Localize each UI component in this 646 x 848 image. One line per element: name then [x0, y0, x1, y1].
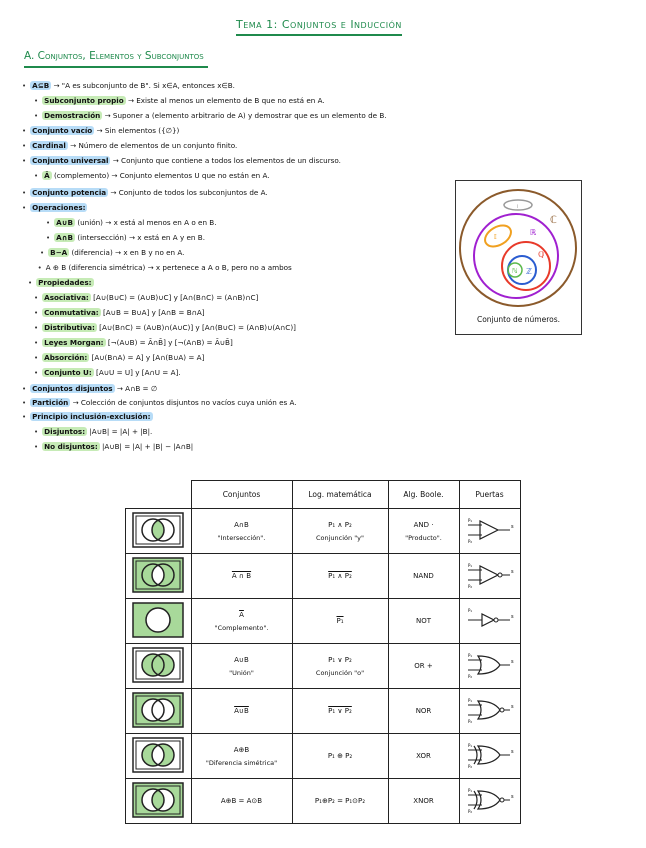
logic-expression-cell	[292, 779, 388, 824]
highlighted-term: Distributiva:	[44, 323, 95, 332]
highlighted-term: Demostración	[44, 111, 101, 120]
boolean-name: AND ·	[413, 520, 434, 529]
bullet-icon: •	[34, 428, 39, 436]
boolean-name-cell	[388, 779, 459, 824]
note-text: → Colección de conjuntos disjuntos no vacíos cuya unión es A.	[70, 398, 297, 407]
bullet-icon: •	[34, 172, 39, 180]
table-row	[126, 779, 521, 824]
number-sets-diagram	[455, 180, 582, 335]
bullet-icon: •	[22, 157, 27, 165]
table-row	[126, 689, 521, 734]
svg-text:P₁: P₁	[467, 563, 472, 568]
venn-icon	[126, 689, 192, 734]
boolean-name-cell	[388, 509, 459, 554]
highlighted-term: Conjuntos disjuntos	[32, 384, 113, 393]
number-sets-venn	[456, 181, 580, 311]
set-expression: A∩B	[234, 520, 249, 529]
note-line	[34, 368, 181, 378]
venn-icon	[126, 554, 192, 599]
set-expression-cell	[191, 554, 292, 599]
set-expression-note: "Complemento".	[214, 623, 269, 632]
note-line	[22, 141, 237, 151]
highlighted-term: No disjuntos:	[44, 442, 98, 451]
bullet-icon: •	[34, 112, 39, 120]
logic-expression-cell	[292, 554, 388, 599]
set-expression-cell	[191, 689, 292, 734]
bullet-icon: •	[46, 219, 51, 227]
note-line	[34, 96, 325, 106]
logic-expression: P₁ ∧ P₂	[328, 520, 352, 529]
note-line	[34, 353, 204, 363]
boolean-name: NOR	[415, 707, 432, 715]
boolean-name: OR +	[414, 662, 433, 670]
highlighted-term: Asociativa:	[44, 293, 89, 302]
highlighted-term: Conjunto U:	[44, 368, 92, 377]
svg-text:s: s	[510, 704, 514, 710]
note-line	[28, 278, 94, 288]
highlighted-term: Propiedades:	[38, 278, 92, 287]
label-R: ℝ	[530, 228, 537, 237]
svg-text:P₁: P₁	[467, 743, 472, 748]
boolean-name: NAND	[413, 572, 434, 580]
set-expression: A⊕B = A⊙B	[220, 797, 263, 805]
bullet-icon: •	[22, 413, 27, 421]
svg-text:P₂: P₂	[467, 674, 472, 679]
and-gate-icon	[459, 509, 520, 554]
table-row	[126, 509, 521, 554]
svg-text:P₁: P₁	[467, 788, 472, 793]
note-text: → Suponer a (elemento arbitrario de A) y demostrar que es un elemento de B.	[102, 111, 387, 120]
boolean-name-cell	[388, 689, 459, 734]
header-logica: Log. matemática	[292, 481, 388, 509]
nor-gate-icon	[459, 689, 520, 734]
set-expression-cell	[191, 644, 292, 689]
set-expression: A⊕B	[233, 745, 250, 754]
bullet-icon: •	[40, 249, 45, 257]
note-text: (unión) → x está al menos en A o en B.	[75, 218, 217, 227]
highlighted-term: Leyes Morgan:	[44, 338, 104, 347]
highlighted-term: A∩B	[56, 233, 74, 242]
logic-expression-cell	[292, 644, 388, 689]
svg-text:s: s	[510, 749, 514, 755]
note-text: (intersección) → x está en A y en B.	[75, 233, 205, 242]
logic-expression: P₁ ⊕ P₂	[327, 752, 353, 760]
nand-gate-icon	[459, 554, 520, 599]
note-text: → Conjunto que contiene a todos los elementos de un discurso.	[110, 156, 341, 165]
svg-text:P₁: P₁	[467, 518, 472, 523]
bullet-icon: •	[37, 264, 42, 272]
boolean-name: NOT	[415, 617, 432, 625]
logic-expression-cell	[292, 734, 388, 779]
set-expression-note: "Diferencia simétrica"	[205, 758, 278, 767]
bullet-icon: •	[22, 399, 27, 407]
svg-text:s: s	[510, 794, 514, 800]
set-expression-cell	[191, 509, 292, 554]
note-line	[46, 233, 205, 243]
note-text: (complemento) → Conjunto elementos U que no están en A.	[51, 171, 270, 180]
venn-icon	[126, 644, 192, 689]
boolean-name-cell	[388, 599, 459, 644]
logic-expression: P₁ ∧ P₂	[328, 572, 352, 580]
set-expression: A ∩ B	[231, 572, 252, 580]
boolean-name-cell	[388, 554, 459, 599]
xnor-gate-icon	[459, 779, 520, 824]
bullet-icon: •	[46, 234, 51, 242]
header-blank	[126, 481, 192, 509]
boolean-name: XOR	[416, 752, 431, 760]
bullet-icon: •	[22, 385, 27, 393]
set-expression-cell	[191, 779, 292, 824]
bullet-icon: •	[34, 294, 39, 302]
table-row	[126, 734, 521, 779]
set-expression: $\overline{A}$	[239, 610, 244, 619]
highlighted-term: Conmutativa:	[44, 308, 99, 317]
set-expression: A∪B	[234, 655, 249, 664]
set-real	[474, 214, 558, 298]
equivalence-table	[125, 480, 521, 824]
label-Q: ℚ	[538, 250, 545, 259]
logic-expression-cell	[292, 509, 388, 554]
note-line	[22, 384, 157, 394]
set-expression-note: "Unión"	[229, 668, 254, 677]
highlighted-term: Partición	[32, 398, 69, 407]
bullet-icon: •	[22, 127, 27, 135]
note-line	[22, 203, 87, 213]
venn-icon	[126, 509, 192, 554]
note-line	[22, 398, 297, 408]
note-text: [A∪(B∩A) = A] y [A∩(B∪A) = A]	[89, 353, 205, 362]
svg-text:P₁: P₁	[467, 608, 472, 613]
label-i: i	[517, 204, 519, 210]
bullet-icon: •	[22, 204, 27, 212]
note-text: → Número de elementos de un conjunto finito.	[67, 141, 238, 150]
note-text: (diferencia) → x en B y no en A.	[69, 248, 185, 257]
svg-text:P₂: P₂	[467, 719, 472, 724]
logic-expression: P₁ ∨ P₂	[328, 655, 352, 664]
header-puertas: Puertas	[459, 481, 520, 509]
note-line	[34, 338, 233, 348]
note-text: [¬(A∪B) = Ā∩B̄] y [¬(A∩B) = Ā∪B̄]	[105, 338, 233, 347]
note-line	[22, 412, 153, 422]
note-line	[22, 126, 179, 136]
svg-text:P₂: P₂	[467, 539, 472, 544]
bullet-icon: •	[34, 339, 39, 347]
svg-text:P₂: P₂	[467, 764, 472, 769]
boolean-name-note: "Producto".	[405, 533, 442, 542]
highlighted-term: Subconjunto propio	[44, 96, 124, 105]
svg-text:P₂: P₂	[467, 809, 472, 814]
note-text: [A∪(B∩C) = (A∪B)∩(A∪C)] y [A∩(B∪C) = (A∩B)∪(A∩C)]	[96, 323, 296, 332]
table-row	[126, 644, 521, 689]
logic-expression: P₁ ∨ P₂	[328, 707, 352, 715]
logic-expression-note: Conjunción "y"	[315, 533, 365, 542]
logic-expression-cell	[292, 599, 388, 644]
note-line	[34, 308, 205, 318]
note-text: |A∪B| = |A| + |B| − |A∩B|	[99, 442, 194, 451]
highlighted-term: Absorción:	[44, 353, 88, 362]
note-line	[34, 323, 296, 333]
bullet-icon: •	[34, 354, 39, 362]
highlighted-term: A∪B	[56, 218, 74, 227]
note-line	[34, 171, 270, 181]
note-text: [A∪U = U] y [A∩U = A].	[93, 368, 181, 377]
highlighted-term: Conjunto vacío	[32, 126, 93, 135]
venn-icon	[126, 734, 192, 779]
header-conjuntos: Conjuntos	[191, 481, 292, 509]
label-N: ℕ	[512, 267, 518, 275]
bullet-icon: •	[34, 309, 39, 317]
or-gate-icon	[459, 644, 520, 689]
set-expression-note: "Intersección".	[217, 533, 266, 542]
not-gate-icon	[459, 599, 520, 644]
logic-expression-note: Conjunción "o"	[315, 668, 365, 677]
note-line	[34, 293, 258, 303]
svg-text:P₁: P₁	[467, 698, 472, 703]
svg-text:s: s	[510, 524, 514, 530]
logic-expression-cell	[292, 689, 388, 734]
note-text: [A∪(B∪C) = (A∪B)∪C] y [A∩(B∩C) = (A∩B)∩C]	[90, 293, 259, 302]
boolean-name-cell	[388, 644, 459, 689]
label-I: 𝕀	[494, 233, 497, 241]
venn-icon	[126, 599, 192, 644]
highlighted-term: Conjunto universal	[32, 156, 109, 165]
svg-text:P₁: P₁	[467, 653, 472, 658]
highlighted-term: A⊆B	[32, 81, 50, 90]
note-text: → Existe al menos un elemento de B que no está en A.	[125, 96, 325, 105]
label-C: ℂ	[550, 215, 557, 226]
svg-text:s: s	[510, 614, 514, 620]
bullet-icon: •	[22, 142, 27, 150]
bullet-icon: •	[28, 279, 33, 287]
xor-gate-icon	[459, 734, 520, 779]
page-title: Tema 1: Conjuntos e Inducción	[236, 18, 402, 36]
highlighted-term: Disjuntos:	[44, 427, 86, 436]
svg-text:P₂: P₂	[467, 584, 472, 589]
boolean-name: XNOR	[413, 797, 434, 805]
section-heading: A. Conjuntos, Elementos y Subconjuntos	[24, 50, 208, 68]
bullet-icon: •	[22, 189, 27, 197]
table-row	[126, 554, 521, 599]
highlighted-term: B−A	[50, 248, 68, 257]
bullet-icon: •	[34, 324, 39, 332]
note-line	[34, 111, 387, 121]
note-text: → Conjunto de todos los subconjuntos de A.	[108, 188, 268, 197]
svg-text:s: s	[510, 659, 514, 665]
svg-text:s: s	[510, 569, 514, 575]
note-line	[22, 81, 235, 91]
note-line	[46, 218, 217, 228]
note-text: |A∪B| = |A| + |B|.	[87, 427, 153, 436]
note-line	[22, 156, 341, 166]
note-text: [A∪B = B∪A] y [A∩B = B∩A]	[100, 308, 205, 317]
highlighted-term: Operaciones:	[32, 203, 86, 212]
note-line	[38, 263, 292, 273]
diagram-caption: Conjunto de números.	[476, 315, 561, 324]
boolean-name-cell	[388, 734, 459, 779]
table-row	[126, 599, 521, 644]
bullet-icon: •	[22, 82, 27, 90]
table-header-row	[126, 481, 521, 509]
highlighted-term: Ā	[44, 171, 50, 180]
note-text: → "A es subconjunto de B". Si x∈A, entonces x∈B.	[51, 81, 235, 90]
bullet-icon: •	[34, 443, 39, 451]
venn-icon	[126, 779, 192, 824]
note-text: → Sin elementos ({∅})	[94, 126, 180, 135]
bullet-icon: •	[34, 369, 39, 377]
highlighted-term: Conjunto potencia	[32, 188, 107, 197]
highlighted-term: Cardinal	[32, 141, 66, 150]
set-expression-cell	[191, 599, 292, 644]
note-line	[40, 248, 184, 258]
note-text: A ⊕ B (diferencia simétrica) → x pertenece a A o B, pero no a ambos	[45, 263, 292, 272]
logic-expression: P₁	[336, 617, 344, 625]
bullet-icon: •	[34, 97, 39, 105]
header-algebra: Alg. Boole.	[388, 481, 459, 509]
set-expression-cell	[191, 734, 292, 779]
note-text: → A∩B = ∅	[114, 384, 158, 393]
highlighted-term: Principio inclusión-exclusión:	[32, 412, 151, 421]
logic-expression: P₁⊕P₂ = P₁⊙P₂	[314, 797, 366, 805]
note-line	[34, 442, 193, 452]
note-line	[22, 188, 268, 198]
label-Z: ℤ	[526, 267, 532, 276]
set-expression: A∪B	[234, 707, 249, 715]
note-line	[34, 427, 152, 437]
